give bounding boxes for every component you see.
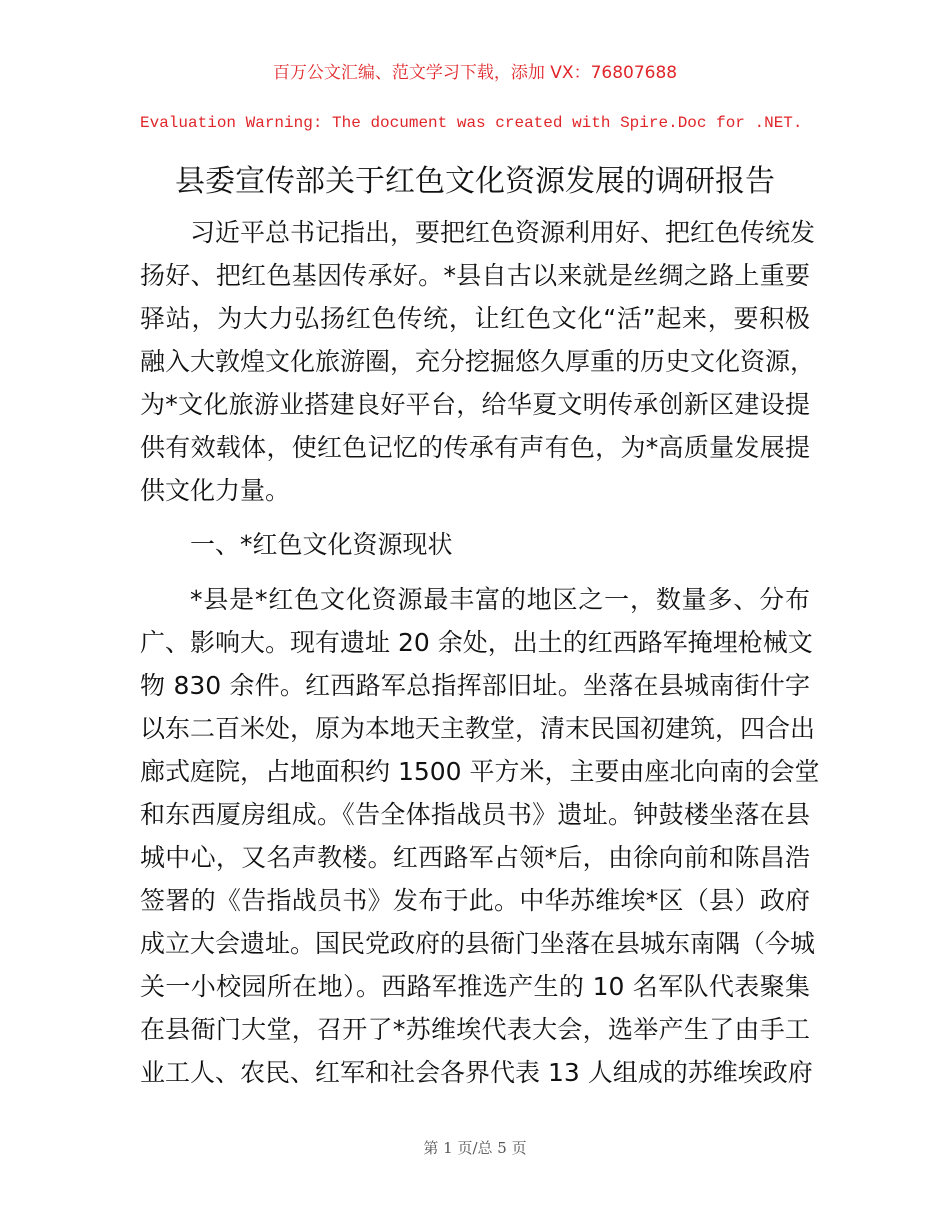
- text-line: 廊式庭院，占地面积约 1500 平方米，主要由座北向南的会堂: [140, 757, 820, 786]
- text-line: 在县衙门大堂，召开了*苏维埃代表大会，选举产生了由手工: [140, 1015, 810, 1044]
- text-line: 和东西厦房组成。《告全体指战员书》遗址。钟鼓楼坐落在县: [140, 800, 810, 829]
- text-line: 签署的《告指战员书》发布于此。中华苏维埃*区（县）政府: [140, 886, 810, 915]
- text-line: 业工人、农民、红军和社会各界代表 13 人组成的苏维埃政府: [140, 1058, 813, 1087]
- paragraph-status: [140, 578, 820, 1094]
- paragraph-intro: [140, 211, 816, 512]
- text-line: 供文化力量。: [140, 476, 291, 505]
- text-line: 城中心，又名声教楼。红西路军占领*后，由徐向前和陈昌浩: [140, 843, 810, 872]
- text-line: 供有效载体，使红色记忆的传承有声有色，为*高质量发展提: [140, 433, 810, 462]
- text-line: 为*文化旅游业搭建良好平台，给华夏文明传承创新区建设提: [140, 390, 810, 419]
- text-line: 广、影响大。现有遗址 20 余处，出土的红西路军掩埋枪械文: [140, 628, 813, 657]
- section-heading: 一、*红色文化资源现状: [190, 530, 453, 559]
- text-line: 以东二百米处，原为本地天主教堂，清末民国初建筑，四合出: [140, 714, 816, 743]
- text-line: 习近平总书记指出，要把红色资源利用好、把红色传统发: [190, 218, 816, 247]
- section-heading-block: [140, 523, 810, 566]
- evaluation-warning: Evaluation Warning: The document was created with Spire.Doc for .NET.: [140, 114, 803, 132]
- page-number-footer: 第 1 页/总 5 页: [423, 1139, 527, 1157]
- text-line: 物 830 余件。红西路军总指挥部旧址。坐落在县城南街什字: [140, 671, 810, 700]
- download-banner: 百万公文汇编、范文学习下载，添加 VX：76807688: [272, 63, 678, 83]
- text-line: 融入大敦煌文化旅游圈，充分挖掘悠久厚重的历史文化资源，: [140, 347, 816, 376]
- document-title: 县委宣传部关于红色文化资源发展的调研报告: [175, 164, 775, 199]
- text-line: 驿站，为大力弘扬红色传统，让红色文化“活”起来，要积极: [140, 304, 810, 333]
- text-line: 成立大会遗址。国民党政府的县衙门坐落在县城东南隅（今城: [140, 929, 816, 958]
- text-line: 扬好、把红色基因传承好。*县自古以来就是丝绸之路上重要: [140, 261, 810, 290]
- text-line: *县是*红色文化资源最丰富的地区之一，数量多、分布: [190, 585, 810, 614]
- text-line: 关一小校园所在地）。西路军推选产生的 10 名军队代表聚集: [140, 972, 810, 1001]
